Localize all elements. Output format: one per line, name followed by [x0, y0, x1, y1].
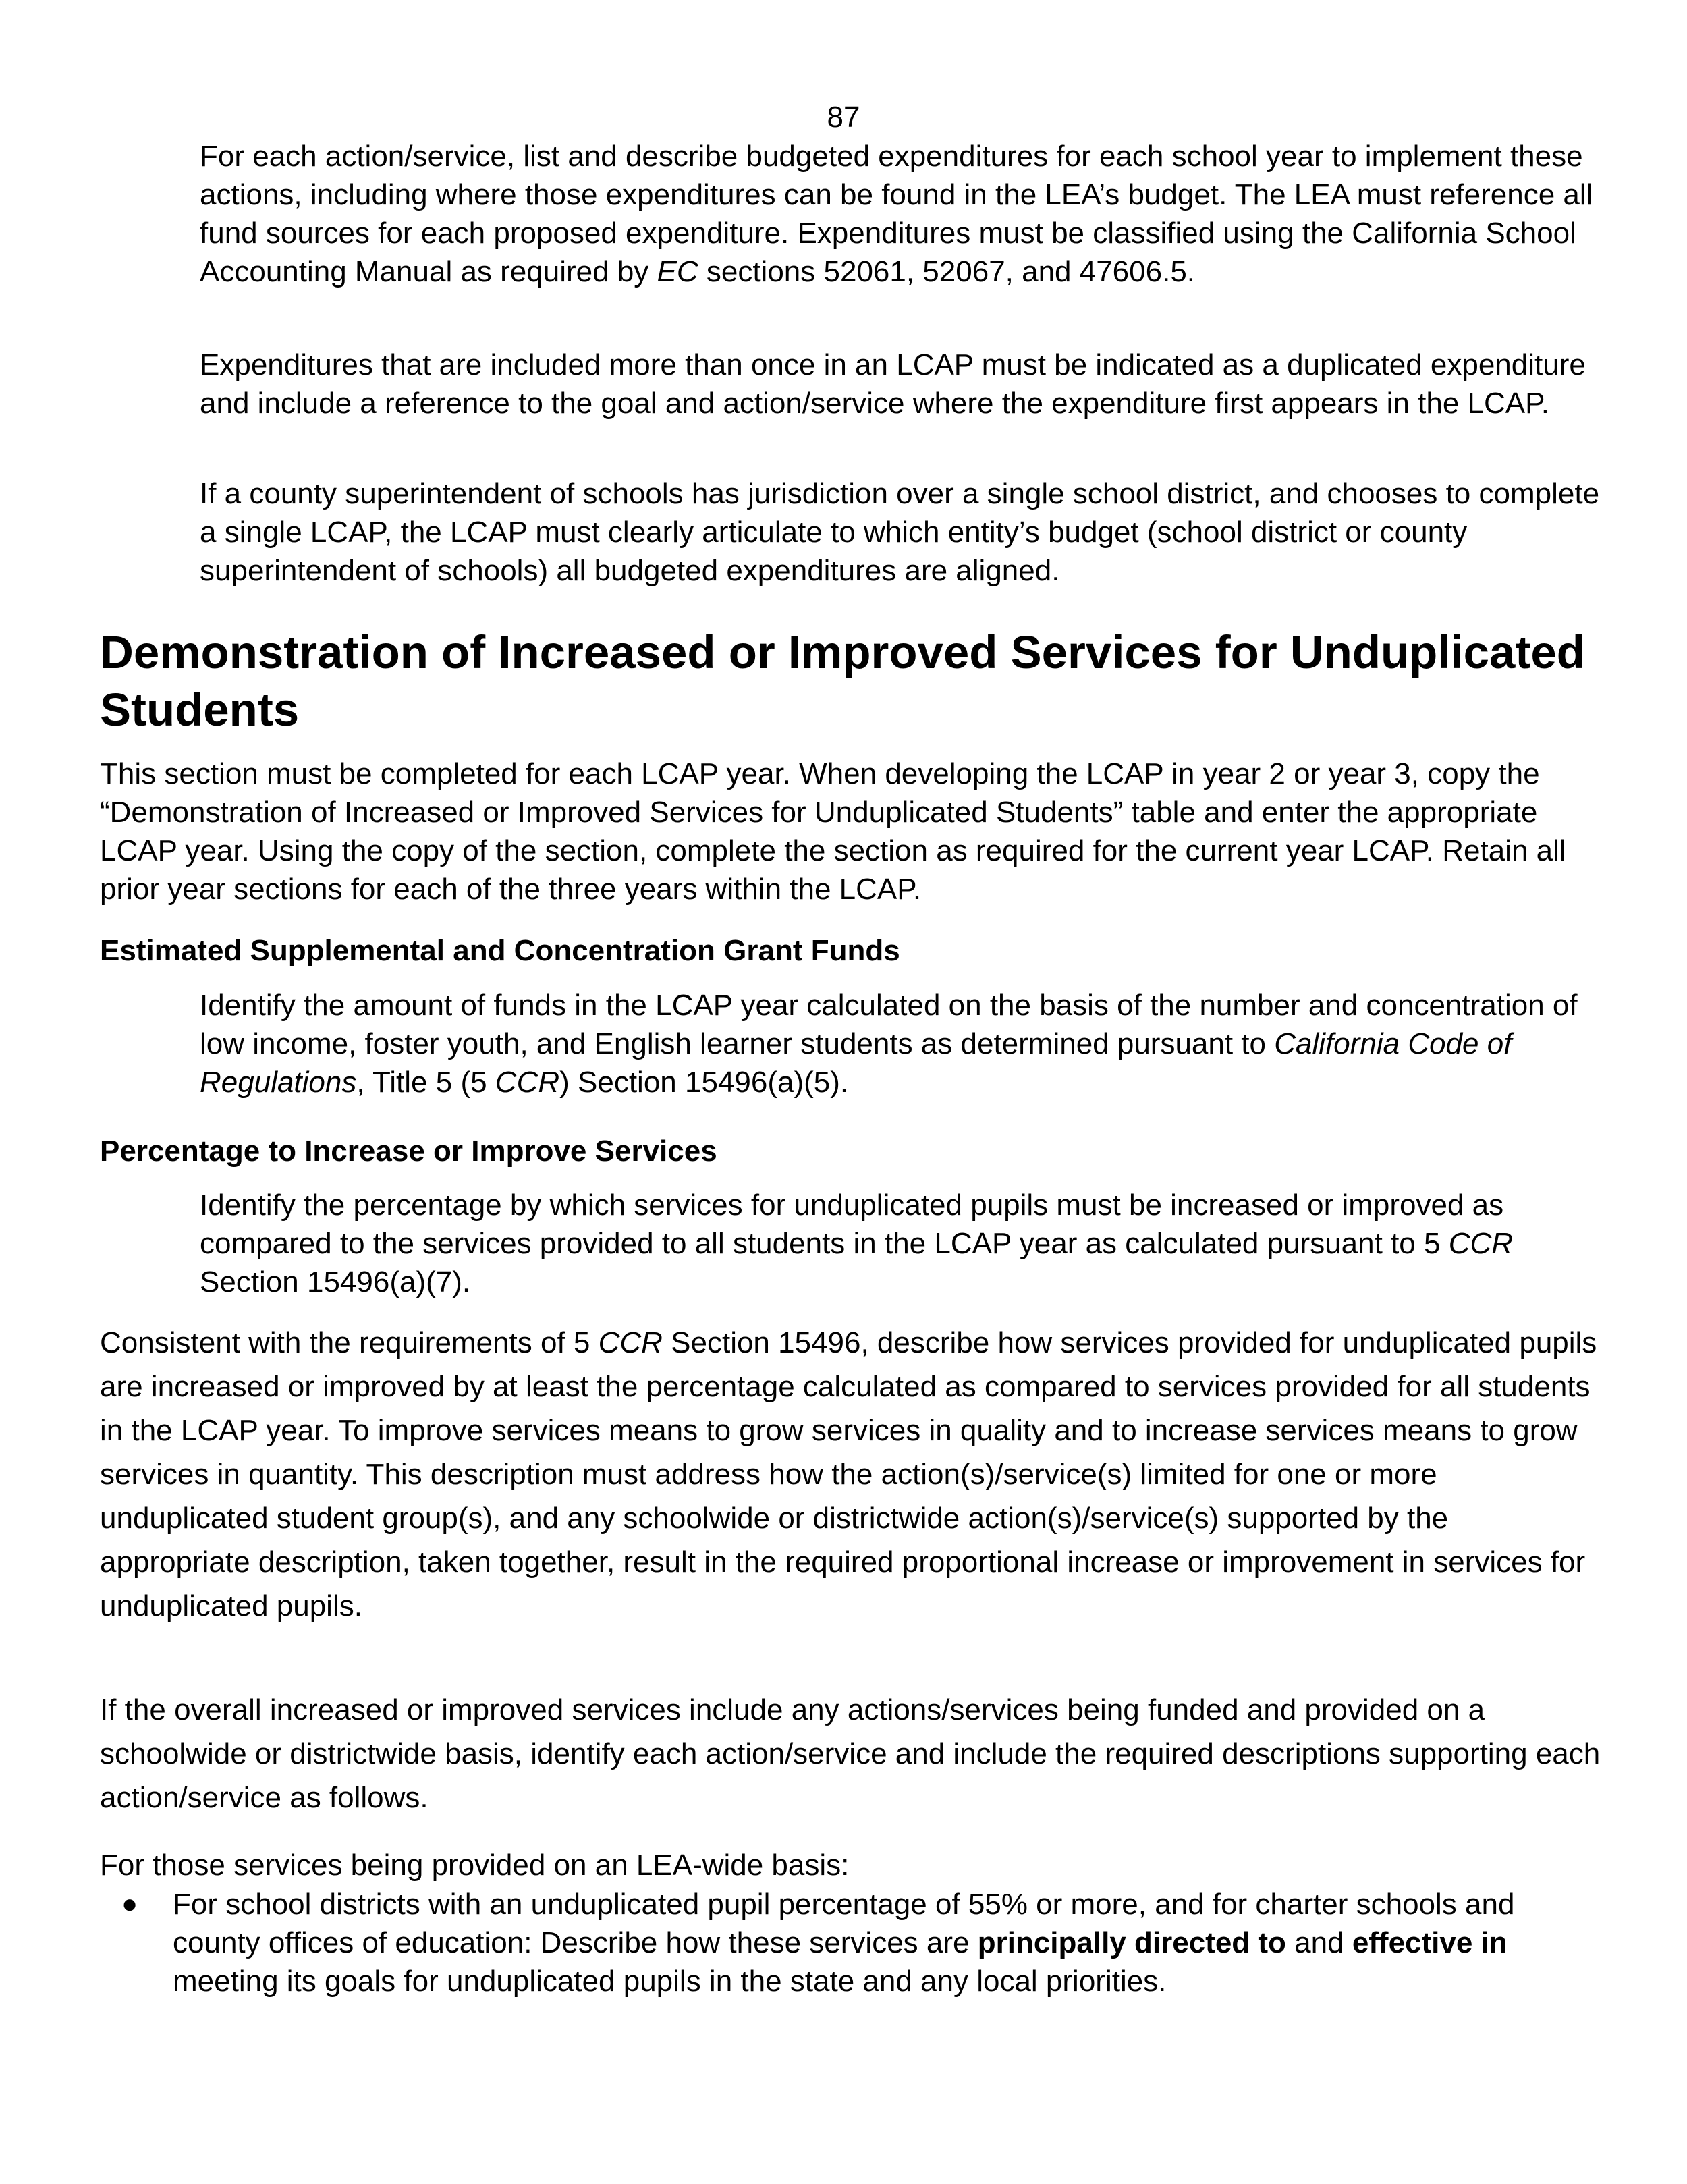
- text-span: For school districts with an unduplicated pupil percentage of 55% or more, and for charter schools and county offices of education: Describe how these services are: [173, 1888, 1515, 1959]
- expenditures-paragraph-3: If a county superintendent of schools has jurisdiction over a single school district, and chooses to complete a single LCAP, the LCAP must clearly articulate to which entity’s budget (school district or county superintendent of schools) all budgeted expenditures are aligned.: [200, 477, 1600, 587]
- expenditures-paragraph-1: [200, 137, 1603, 291]
- text-span: Section 15496, describe how services provided for unduplicated pupils are increased or improved by at least the percentage calculated as compared to services provided for all students in the LCAP year. To improve services means to grow services in quality and to increase services means to grow services in quantity. This description must address how the action(s)/service(s) limited for one or more unduplicated student group(s), and any schoolwide or districtwide action(s)/service(s) supported by the appropriate description, taken together, result in the required proportional increase or improvement in services for unduplicated pupils.: [100, 1326, 1597, 1622]
- italic-term: EC: [657, 255, 698, 288]
- overall-paragraph: If the overall increased or improved services include any actions/services being funded and provided on a schoolwide or districtwide basis, identify each action/service and include the required descriptions supporting each action/service as follows.: [100, 1693, 1601, 1814]
- text-span: meeting its goals for unduplicated pupils in the state and any local priorities.: [173, 1965, 1167, 1998]
- lea-wide-bullet-list: [100, 1885, 1603, 2000]
- percentage-paragraph: [200, 1186, 1603, 1301]
- text-span: Identify the amount of funds in the LCAP year calculated on the basis of the number and concentration of low income, foster youth, and English learner students as determined pursuant to: [200, 989, 1578, 1060]
- italic-term: California Code of Regulations: [200, 1027, 1512, 1099]
- text-span: Section 15496(a)(7).: [200, 1265, 471, 1299]
- bullet-icon: ●: [121, 1889, 138, 1919]
- italic-term: CCR: [598, 1326, 663, 1359]
- text-span: For each action/service, list and describe budgeted expenditures for each school year to implement these actions, including where those expenditures can be found in the LEA’s budget. The LEA must reference all fund sources for each proposed expenditure. Expenditures must be classified using the California School Accounting Manual as required by: [200, 140, 1593, 288]
- bold-phrase: effective in: [1352, 1926, 1508, 1959]
- italic-term: CCR: [495, 1066, 560, 1099]
- text-span: sections 52061, 52067, and 47606.5.: [698, 255, 1196, 288]
- section-intro-paragraph: This section must be completed for each LCAP year. When developing the LCAP in year 2 or year 3, copy the “Demonstration of Increased or Improved Services for Unduplicated Students” table and enter the appropriate LCAP year. Using the copy of the section, complete the section as required for the current year LCAP. Retain all prior year sections for each of the three years within the LCAP.: [100, 757, 1566, 906]
- section-title: Demonstration of Increased or Improved Services for Unduplicated Students: [100, 626, 1585, 736]
- list-item: [100, 1885, 1603, 2000]
- estimated-funds-paragraph: [200, 986, 1603, 1101]
- bold-phrase: principally directed to: [977, 1926, 1286, 1959]
- estimated-funds-heading: Estimated Supplemental and Concentration Grant Funds: [100, 934, 900, 967]
- text-span: Consistent with the requirements of 5: [100, 1326, 599, 1359]
- lea-wide-intro: For those services being provided on an LEA-wide basis:: [100, 1849, 850, 1882]
- text-span: Identify the percentage by which services for unduplicated pupils must be increased or improved as compared to the services provided to all students in the LCAP year as calculated pursuant to 5: [200, 1189, 1504, 1260]
- text-span: , Title 5 (5: [356, 1066, 495, 1099]
- consistent-paragraph: [100, 1321, 1603, 1628]
- text-span: and: [1285, 1926, 1352, 1959]
- italic-term: CCR: [1448, 1227, 1514, 1260]
- page-number: 87: [827, 101, 860, 134]
- percentage-heading: Percentage to Increase or Improve Services: [100, 1135, 717, 1168]
- text-span: ) Section 15496(a)(5).: [559, 1066, 849, 1099]
- expenditures-paragraph-2: Expenditures that are included more than once in an LCAP must be indicated as a duplicated expenditure and include a reference to the goal and action/service where the expenditure first appears in the LCAP.: [200, 348, 1586, 420]
